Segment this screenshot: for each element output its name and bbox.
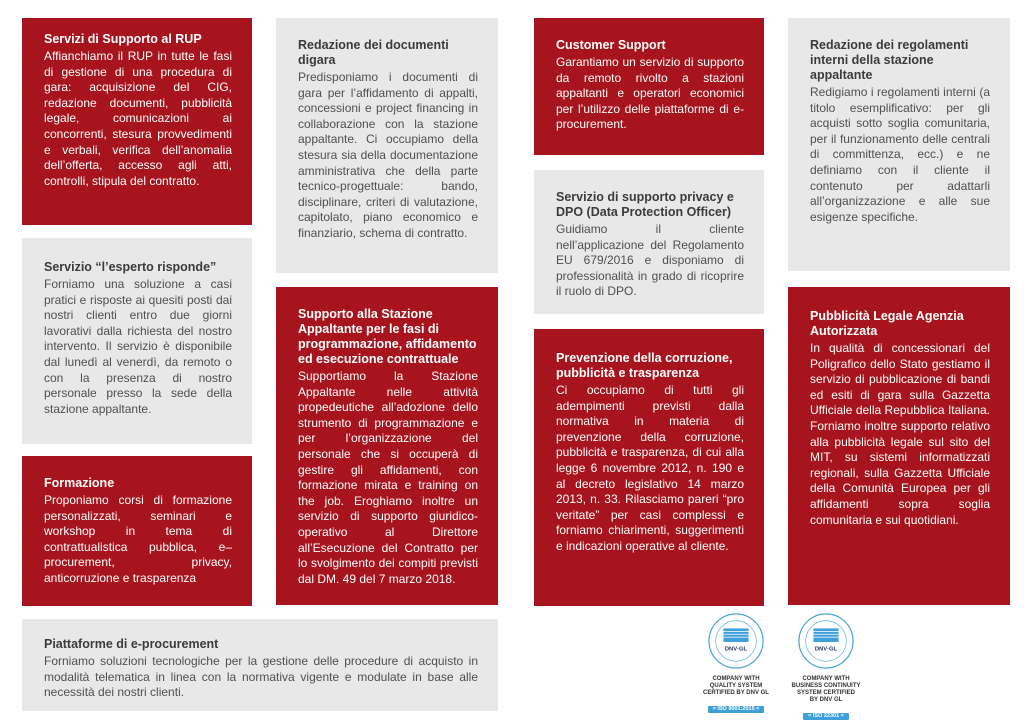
card-title: Redazione dei regolamenti interni della stazione appaltante xyxy=(810,38,969,82)
card-title: Customer Support xyxy=(556,38,666,52)
card-title: Pubblicità Legale Agenzia Autorizzata xyxy=(810,309,964,338)
badge-caption: COMPANY WITH BUSINESS CONTINUITY SYSTEM CERTIFIED BY DNV GL xyxy=(791,676,861,703)
card-body: Predisponiamo i documenti di gara per l’affidamento di appalti, concessioni e project financing in collaborazione con la stazione appaltante. Ci occupiamo della stesura sia della documentazione amministrativa che della parte tecnico-progettuale: bando, disciplinare, criteri di valutazione, capitolato, piano economico e finanziario, schema di contratto. xyxy=(298,70,478,240)
card-body: Guidiamo il cliente nell’applicazione del Regolamento EU 679/2016 e disponiamo di professionalità in grado di ricoprire il ruolo di DPO. xyxy=(556,222,744,299)
badge-iso-label: = ISO 9001:2015 = xyxy=(708,706,765,713)
card-title: Redazione dei documenti digara xyxy=(298,38,449,67)
card-title: Servizio “l’esperto risponde” xyxy=(44,260,217,274)
card-body: Affianchiamo il RUP in tutte le fasi di gestione di una procedura di gara: acquisizione del CIG, redazione documenti, pubblicità legale, comunicazioni ai concorrenti, stesura provvedimenti e verbali, verifica dell’anomalia dell’offerta, accesso agli atti, controlli, stipula del contratto. xyxy=(44,49,232,188)
card-body: Forniamo una soluzione a casi pratici e risposte ai quesiti posti dai nostri clienti entro due giorni lavorativi dalla richiesta del nostro intervento. Il servizio è disponibile dal lunedì al venerdì, da remoto o con la presenza di nostro personale presso la sede della stazione appaltante. xyxy=(44,277,232,416)
badge-caption: COMPANY WITH QUALITY SYSTEM CERTIFIED BY DNV GL xyxy=(703,676,769,696)
card-title: Piattaforme di e-procurement xyxy=(44,637,219,651)
card-pubblicita-legale xyxy=(788,287,1010,605)
card-title: Supporto alla Stazione Appaltante per le fasi di programmazione, affidamento ed esecuzione contrattuale xyxy=(298,307,477,366)
card-formazione xyxy=(22,456,252,606)
dnv-gl-seal-icon xyxy=(797,612,855,670)
badge-iso-label: = ISO 22301 = xyxy=(803,713,849,720)
card-title: Formazione xyxy=(44,476,115,490)
quality-certification-badge xyxy=(688,612,784,715)
card-esperto-risponde xyxy=(22,238,252,444)
business-continuity-badge xyxy=(778,612,874,722)
card-regolamenti-interni xyxy=(788,18,1010,271)
card-title: Prevenzione della corruzione, pubblicità e trasparenza xyxy=(556,351,733,380)
dnv-gl-seal-icon xyxy=(707,612,765,670)
card-redazione-documenti xyxy=(276,18,498,273)
svg-text:DNV·GL: DNV·GL xyxy=(724,646,748,653)
card-body: Proponiamo corsi di formazione personalizzati, seminari e workshop in tema di contrattualistica pubblica, e–procurement, privacy, anticorruzione e trasparenza xyxy=(44,493,232,585)
card-supporto-stazione-appaltante xyxy=(276,287,498,605)
card-body: Ci occupiamo di tutti gli adempimenti previsti dalla normativa in materia di prevenzione della corruzione, pubblicità e trasparenza, di cui alla legge 6 novembre 2012, n. 190 e al decreto legislativo 14 marzo 2013, n. 33. Rilasciamo pareri “pro veritate” per casi complessi e forniamo chiarimenti, suggerimenti e indicazioni operative al cliente. xyxy=(556,383,744,553)
card-body: Forniamo soluzioni tecnologiche per la gestione delle procedure di acquisto in modalità telematica in linea con la normativa vigente e modulate in base alle necessità dei nostri clienti. xyxy=(44,654,478,700)
card-privacy-dpo xyxy=(534,170,764,314)
card-body: Redigiamo i regolamenti interni (a titolo esemplificativo: per gli acquisti sotto soglia comunitaria, per il funzionamento delle centrali di committenza, ecc.) e ne definiamo con il cliente il contenuto per adattarli all’organizzazione e alle sue esigenze specifiche. xyxy=(810,85,990,224)
card-title: Servizio di supporto privacy e DPO (Data Protection Officer) xyxy=(556,190,734,219)
card-body: Supportiamo la Stazione Appaltante nelle attività propedeutiche all’adozione dello strumento di programmazione e per l’organizzazione del personale che si occuperà di gestire gli affidamenti, con formazione mirata e training on the job. Eroghiamo inoltre un servizio di supporto giuridico-operativo al Direttore all’Esecuzione del Contratto per lo svolgimento dei compiti previsti dal DM. 49 del 7 marzo 2018. xyxy=(298,369,478,586)
card-title: Servizi di Supporto al RUP xyxy=(44,32,202,46)
card-supporto-rup xyxy=(22,18,252,225)
svg-text:DNV·GL: DNV·GL xyxy=(814,646,838,653)
card-body: In qualità di concessionari del Poligrafico dello Stato gestiamo il servizio di pubblicazione di bandi ed esiti di gara sulla Gazzetta Ufficiale della Repubblica Italiana. Forniamo inoltre supporto relativo alla pubblicità legale sul sito del MIT, su sistemi informatizzati regionali, sulla Gazzetta Ufficiale della Comunità Europea per gli affidamenti sopra soglia comunitaria e sui quotidiani. xyxy=(810,341,990,527)
card-customer-support xyxy=(534,18,764,155)
card-body: Garantiamo un servizio di supporto da remoto rivolto a stazioni appaltanti e operatori economici per l’utilizzo delle piattaforme di e- procurement. xyxy=(556,55,744,132)
card-prevenzione-corruzione xyxy=(534,329,764,606)
card-piattaforme-eprocurement xyxy=(22,619,498,711)
